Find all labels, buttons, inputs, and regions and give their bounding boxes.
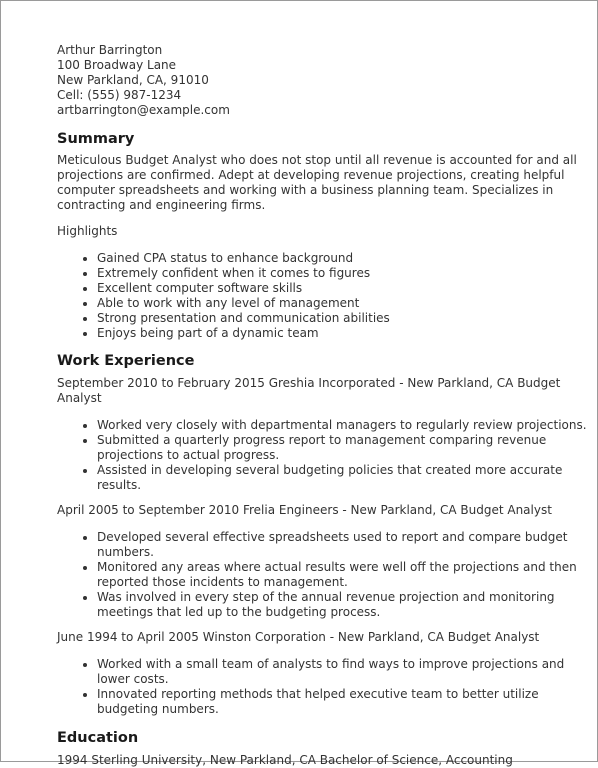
job-duties-list [57,657,587,717]
job-duty: • Monitored any areas where actual results were well off the projections and then reported those incidents to management. [97,560,587,590]
job-header: September 2010 to February 2015 Greshia Incorporated - New Parkland, CA Budget Analyst [57,376,561,405]
job-duty: • Innovated reporting methods that helped executive team to better utilize budgeting numbers. [97,687,587,717]
contact-name: Arthur Barrington [57,43,163,57]
highlights-title: Highlights [57,224,118,238]
summary-text: Meticulous Budget Analyst who does not stop until all revenue is accounted for and all projections are confirmed. Adept at developing revenue projections, creating helpful computer spreadsheets and working with a business planning team. Specializes in contracting and engineering firms. [57,153,577,212]
contact-email: artbarrington@example.com [57,103,230,117]
job-duty: • Worked very closely with departmental managers to regularly review projections. [97,418,587,433]
contact-city: New Parkland, CA, 91010 [57,73,209,87]
job-duty: • Submitted a quarterly progress report to management comparing revenue projections to actual progress. [97,433,587,463]
education-entry: 1994 Sterling University, New Parkland, CA Bachelor of Science, Accounting [57,753,513,767]
contact-block [57,43,587,118]
work-experience-heading: Work Experience [57,353,195,369]
job-duties-list [57,418,587,493]
job-duty: • Was involved in every step of the annual revenue projection and monitoring meetings that led up to the budgeting process. [97,590,587,620]
education-heading: Education [57,730,139,746]
highlight-item: • Able to work with any level of management [97,296,587,311]
contact-address: 100 Broadway Lane [57,58,177,72]
job-duty: • Worked with a small team of analysts to find ways to improve projections and lower costs. [97,657,587,687]
highlight-item: • Excellent computer software skills [97,281,587,296]
job-duty: • Developed several effective spreadsheets used to report and compare budget numbers. [97,530,587,560]
summary-heading: Summary [57,131,135,147]
job-header: April 2005 to September 2010 Frelia Engineers - New Parkland, CA Budget Analyst [57,503,552,517]
job-header: June 1994 to April 2005 Winston Corporation - New Parkland, CA Budget Analyst [57,630,540,644]
highlights-list [57,251,587,341]
highlight-item: • Enjoys being part of a dynamic team [97,326,587,341]
job-duties-list [57,530,587,620]
highlight-item: • Gained CPA status to enhance background [97,251,587,266]
job-duty: • Assisted in developing several budgeting policies that created more accurate results. [97,463,587,493]
contact-cell: Cell: (555) 987-1234 [57,88,182,102]
highlight-item: • Extremely confident when it comes to figures [97,266,587,281]
highlight-item: • Strong presentation and communication abilities [97,311,587,326]
